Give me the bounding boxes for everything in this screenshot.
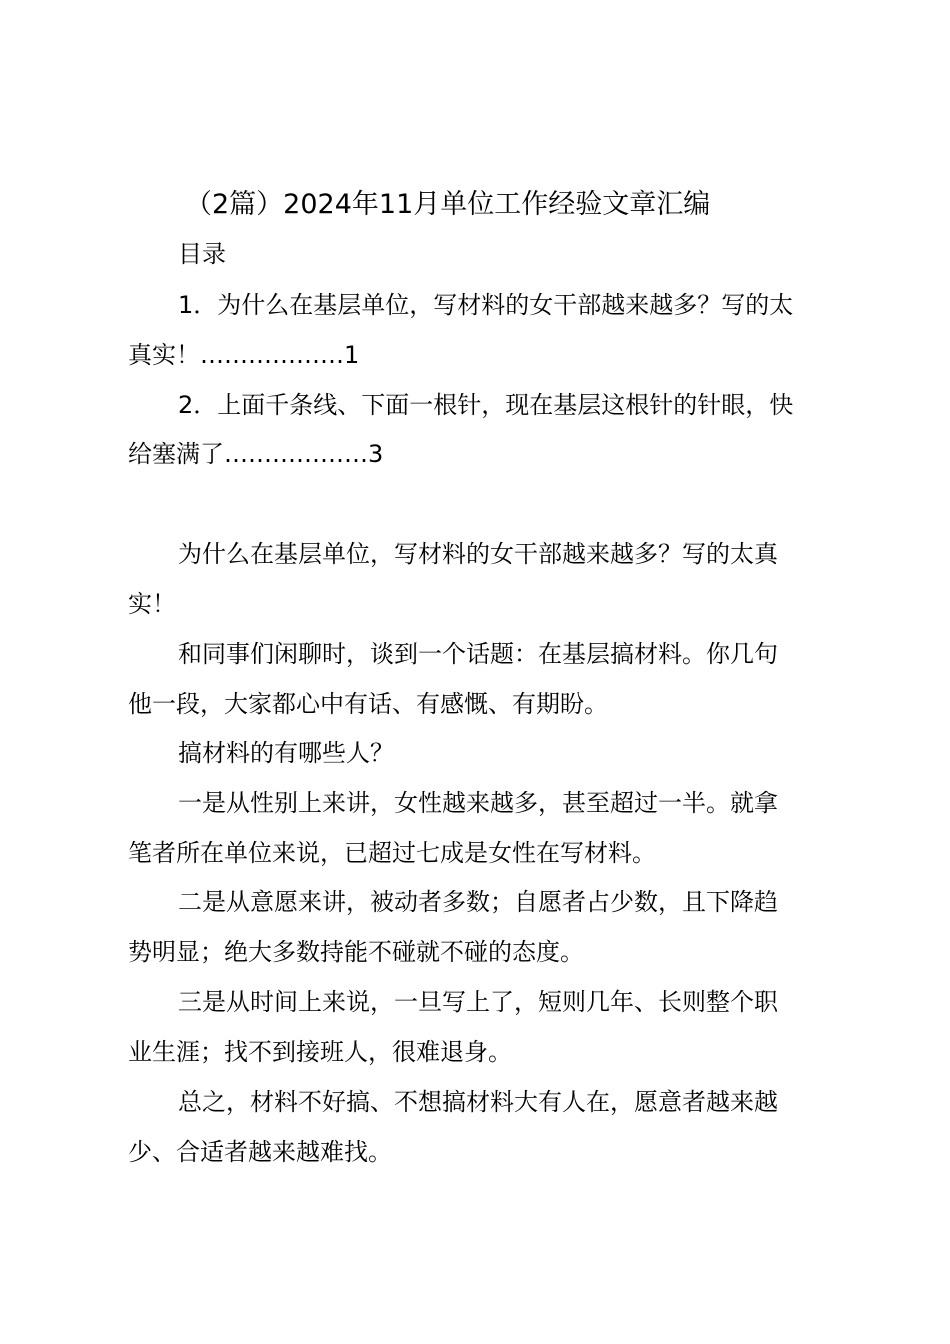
paragraph-1: 和同事们闲聊时，谈到一个话题：在基层搞材料。你几句 <box>178 640 778 668</box>
paragraph-2: 搞材料的有哪些人？ <box>178 739 394 767</box>
paragraph-5-continued: 业生涯；找不到接班人，很难退身。 <box>128 1038 512 1066</box>
toc-heading: 目录 <box>178 240 226 268</box>
paragraph-3-continued: 笔者所在单位来说，已超过七成是女性在写材料。 <box>128 839 656 867</box>
toc-item-1: 1．为什么在基层单位，写材料的女干部越来越多？写的太 <box>178 291 794 319</box>
paragraph-5: 三是从时间上来说，一旦写上了，短则几年、长则整个职 <box>178 988 778 1016</box>
document-title: （2篇）2024年11月单位工作经验文章汇编 <box>185 189 711 220</box>
paragraph-6: 总之，材料不好搞、不想搞材料大有人在，愿意者越来越 <box>178 1088 778 1116</box>
paragraph-4: 二是从意愿来讲，被动者多数；自愿者占少数，且下降趋 <box>178 888 778 916</box>
toc-item-2: 2．上面千条线、下面一根针，现在基层这根针的针眼，快 <box>178 391 794 419</box>
toc-item-2-continued: 给塞满了………………3 <box>128 440 384 468</box>
paragraph-4-continued: 势明显；绝大多数持能不碰就不碰的态度。 <box>128 938 584 966</box>
article-heading: 为什么在基层单位，写材料的女干部越来越多？写的太真 <box>178 540 778 568</box>
paragraph-1-continued: 他一段，大家都心中有话、有感慨、有期盼。 <box>128 690 608 718</box>
paragraph-3: 一是从性别上来讲，女性越来越多，甚至超过一半。就拿 <box>178 789 778 817</box>
toc-item-1-continued: 真实！………………1 <box>128 341 360 369</box>
article-heading-continued: 实！ <box>128 590 176 618</box>
paragraph-6-continued: 少、合适者越来越难找。 <box>128 1138 392 1166</box>
